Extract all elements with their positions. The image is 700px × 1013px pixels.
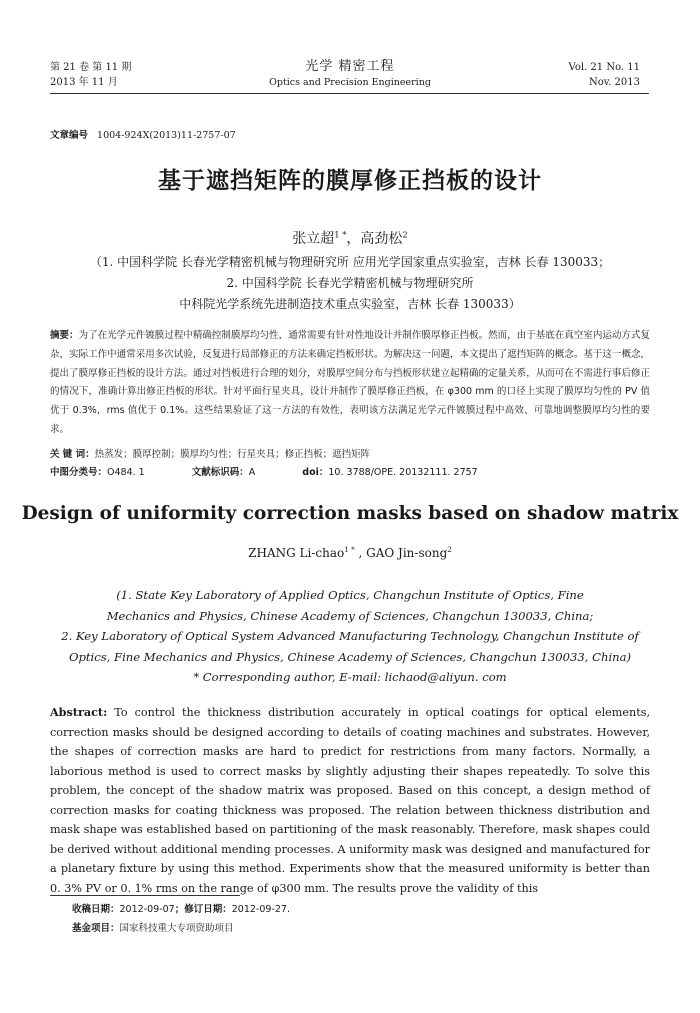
affiliation-en-line: 2. Key Laboratory of Optical System Advanced Manufacturing Technology, Changchun Institute of	[61, 629, 639, 643]
clc-value: O484. 1	[107, 467, 145, 478]
author-1-cn: 张立超	[292, 231, 335, 247]
affiliations-en	[0, 585, 700, 688]
footnote-dates	[72, 903, 290, 917]
title-en: Design of uniformity correction masks based on shadow matrix	[21, 503, 679, 524]
corresponding-author: * Corresponding author, E-mail: lichaod@aliyun. com	[193, 670, 507, 684]
doc-code-value: A	[248, 467, 256, 478]
author-2-cn: 高劲松	[360, 231, 403, 247]
doc-code-label: 文献标识码：	[191, 467, 249, 478]
abstract-en	[50, 703, 650, 898]
clc-number	[50, 467, 167, 478]
header-rule	[50, 93, 649, 94]
authors-en	[0, 545, 700, 560]
journal-name-en: Optics and Precision Engineering	[269, 77, 431, 88]
affiliation-en-line: (1. State Key Laboratory of Applied Optics, Changchun Institute of Optics, Fine	[116, 588, 584, 602]
author-1-cn-mark: 1 *	[334, 229, 347, 240]
article-number-label: 文章编号	[50, 130, 89, 141]
affiliation-cn-line: 2. 中国科学院 长春光学精密机械与物理研究所	[226, 276, 474, 290]
footnote-rule	[50, 895, 240, 896]
author-sep-en: ,	[354, 546, 367, 560]
affiliations-cn	[0, 252, 700, 315]
abstract-cn	[50, 327, 650, 440]
author-2-en: GAO Jin-song	[366, 546, 448, 560]
journal-name-cn: 光学 精密工程	[305, 59, 395, 74]
fund-label: 基金项目：	[72, 923, 120, 934]
volume-issue-text: 第 21 卷 第 11 期	[50, 62, 132, 73]
doi-label: doi：	[302, 467, 329, 478]
keywords-cn	[50, 446, 650, 464]
received-date: 2012-09-07	[119, 904, 175, 915]
clc-label: 中图分类号：	[50, 467, 108, 478]
article-number	[50, 127, 236, 141]
keywords-cn-label: 关 键 词：	[50, 449, 95, 460]
affiliation-en-line: Optics, Fine Mechanics and Physics, Chinese Academy of Sciences, Changchun 130033, China)	[68, 649, 632, 664]
keywords-cn-text: 热蒸发；膜厚控制；膜厚均匀性；行星夹具；修正挡板；遮挡矩阵	[94, 449, 371, 460]
affiliation-cn-line: （1. 中国科学院 长春光学精密机械与物理研究所 应用光学国家重点实验室，吉林 长春 130033；	[89, 255, 611, 269]
document-code	[192, 467, 278, 478]
title-cn: 基于遮挡矩阵的膜厚修正挡板的设计	[158, 168, 542, 194]
revised-label: ；修订日期：	[174, 904, 232, 915]
classification-cn	[50, 464, 650, 482]
fund-value: 国家科技重大专项资助项目	[119, 923, 234, 934]
affiliation-en-line: Mechanics and Physics, Chinese Academy of Sciences, Changchun 130033, China;	[106, 608, 594, 623]
article-number-value: 1004-924X(2013)11-2757-07	[97, 130, 236, 141]
doi	[302, 467, 499, 478]
authors-cn	[0, 228, 700, 248]
revised-date: 2012-09-27.	[231, 904, 290, 915]
author-1-en-mark: 1 *	[344, 545, 355, 554]
abstract-cn-text: 为了在光学元件镀膜过程中精确控制膜厚均匀性，通常需要有针对性地设计并制作膜厚修正挡板。然而，由于基底在真空室内运动方式复杂，实际工作中通常采用多次试验，反复进行局部修正的方法来确定挡板形状。为解决这一问题，本文提出了遮挡矩阵的概念。基于这一概念，提出了膜厚修正挡板的设计方法。通过对挡板进行合理的划分，对膜厚空间分布与挡板形状建立起精确的定量关系，从而可在不需进行事后修正的情况下，准确计算出修正挡板的形状。针对平面行星夹具，设计并制作了膜厚修正挡板，在 φ300 mm 的口径上实现了膜厚均匀性的 PV 值优于 0.3%，rms 值优于 0.1%。这些结果验证了这一方法的有效性，表明该方法满足光学元件镀膜过程中高效、可靠地调整膜厚均匀性的要求。	[50, 330, 650, 435]
date-en-text: Nov. 2013	[588, 77, 640, 88]
issue-date-text: 2013 年 11 月	[50, 77, 118, 88]
abstract-cn-label: 摘要：	[50, 330, 79, 341]
footnote-fund	[72, 922, 234, 936]
abstract-en-text: To control the thickness distribution accurately in optical coatings for optical elements, correction masks should be designed according to details of coating machines and substrates. However, the shapes of correction masks are hard to predict for restrictions from many factors. Normally, a laborious method is used to correct masks by slightly adjusting their shapes repeatedly. To solve this problem, the concept of the shadow matrix was proposed. Based on this concept, a design method of correction masks for coating thickness was proposed. The relation between thickness distribution and mask shape was established based on partitioning of the mask reasonably. Therefore, mask shapes could be derived without additional mending processes. A uniformity mask was designed and manufactured for a planetary fixture by using this method. Experiments show that the measured uniformity is better than 0. 3% PV or 0. 1% rms on the range of φ300 mm. The results prove the validity of this	[50, 706, 650, 895]
abstract-en-label: Abstract:	[50, 705, 108, 719]
author-2-en-mark: 2	[447, 545, 452, 554]
received-label: 收稿日期：	[72, 904, 120, 915]
volume-en-text: Vol. 21 No. 11	[568, 62, 640, 73]
doi-value: 10. 3788/OPE. 20132111. 2757	[328, 467, 478, 478]
author-1-en: ZHANG Li-chao	[248, 546, 345, 560]
affiliation-cn-line: 中科院光学系统先进制造技术重点实验室，吉林 长春 130033）	[179, 297, 521, 311]
journal-volume-en	[569, 60, 640, 90]
author-sep-cn: ，	[346, 231, 361, 247]
author-2-cn-mark: 2	[402, 229, 408, 240]
